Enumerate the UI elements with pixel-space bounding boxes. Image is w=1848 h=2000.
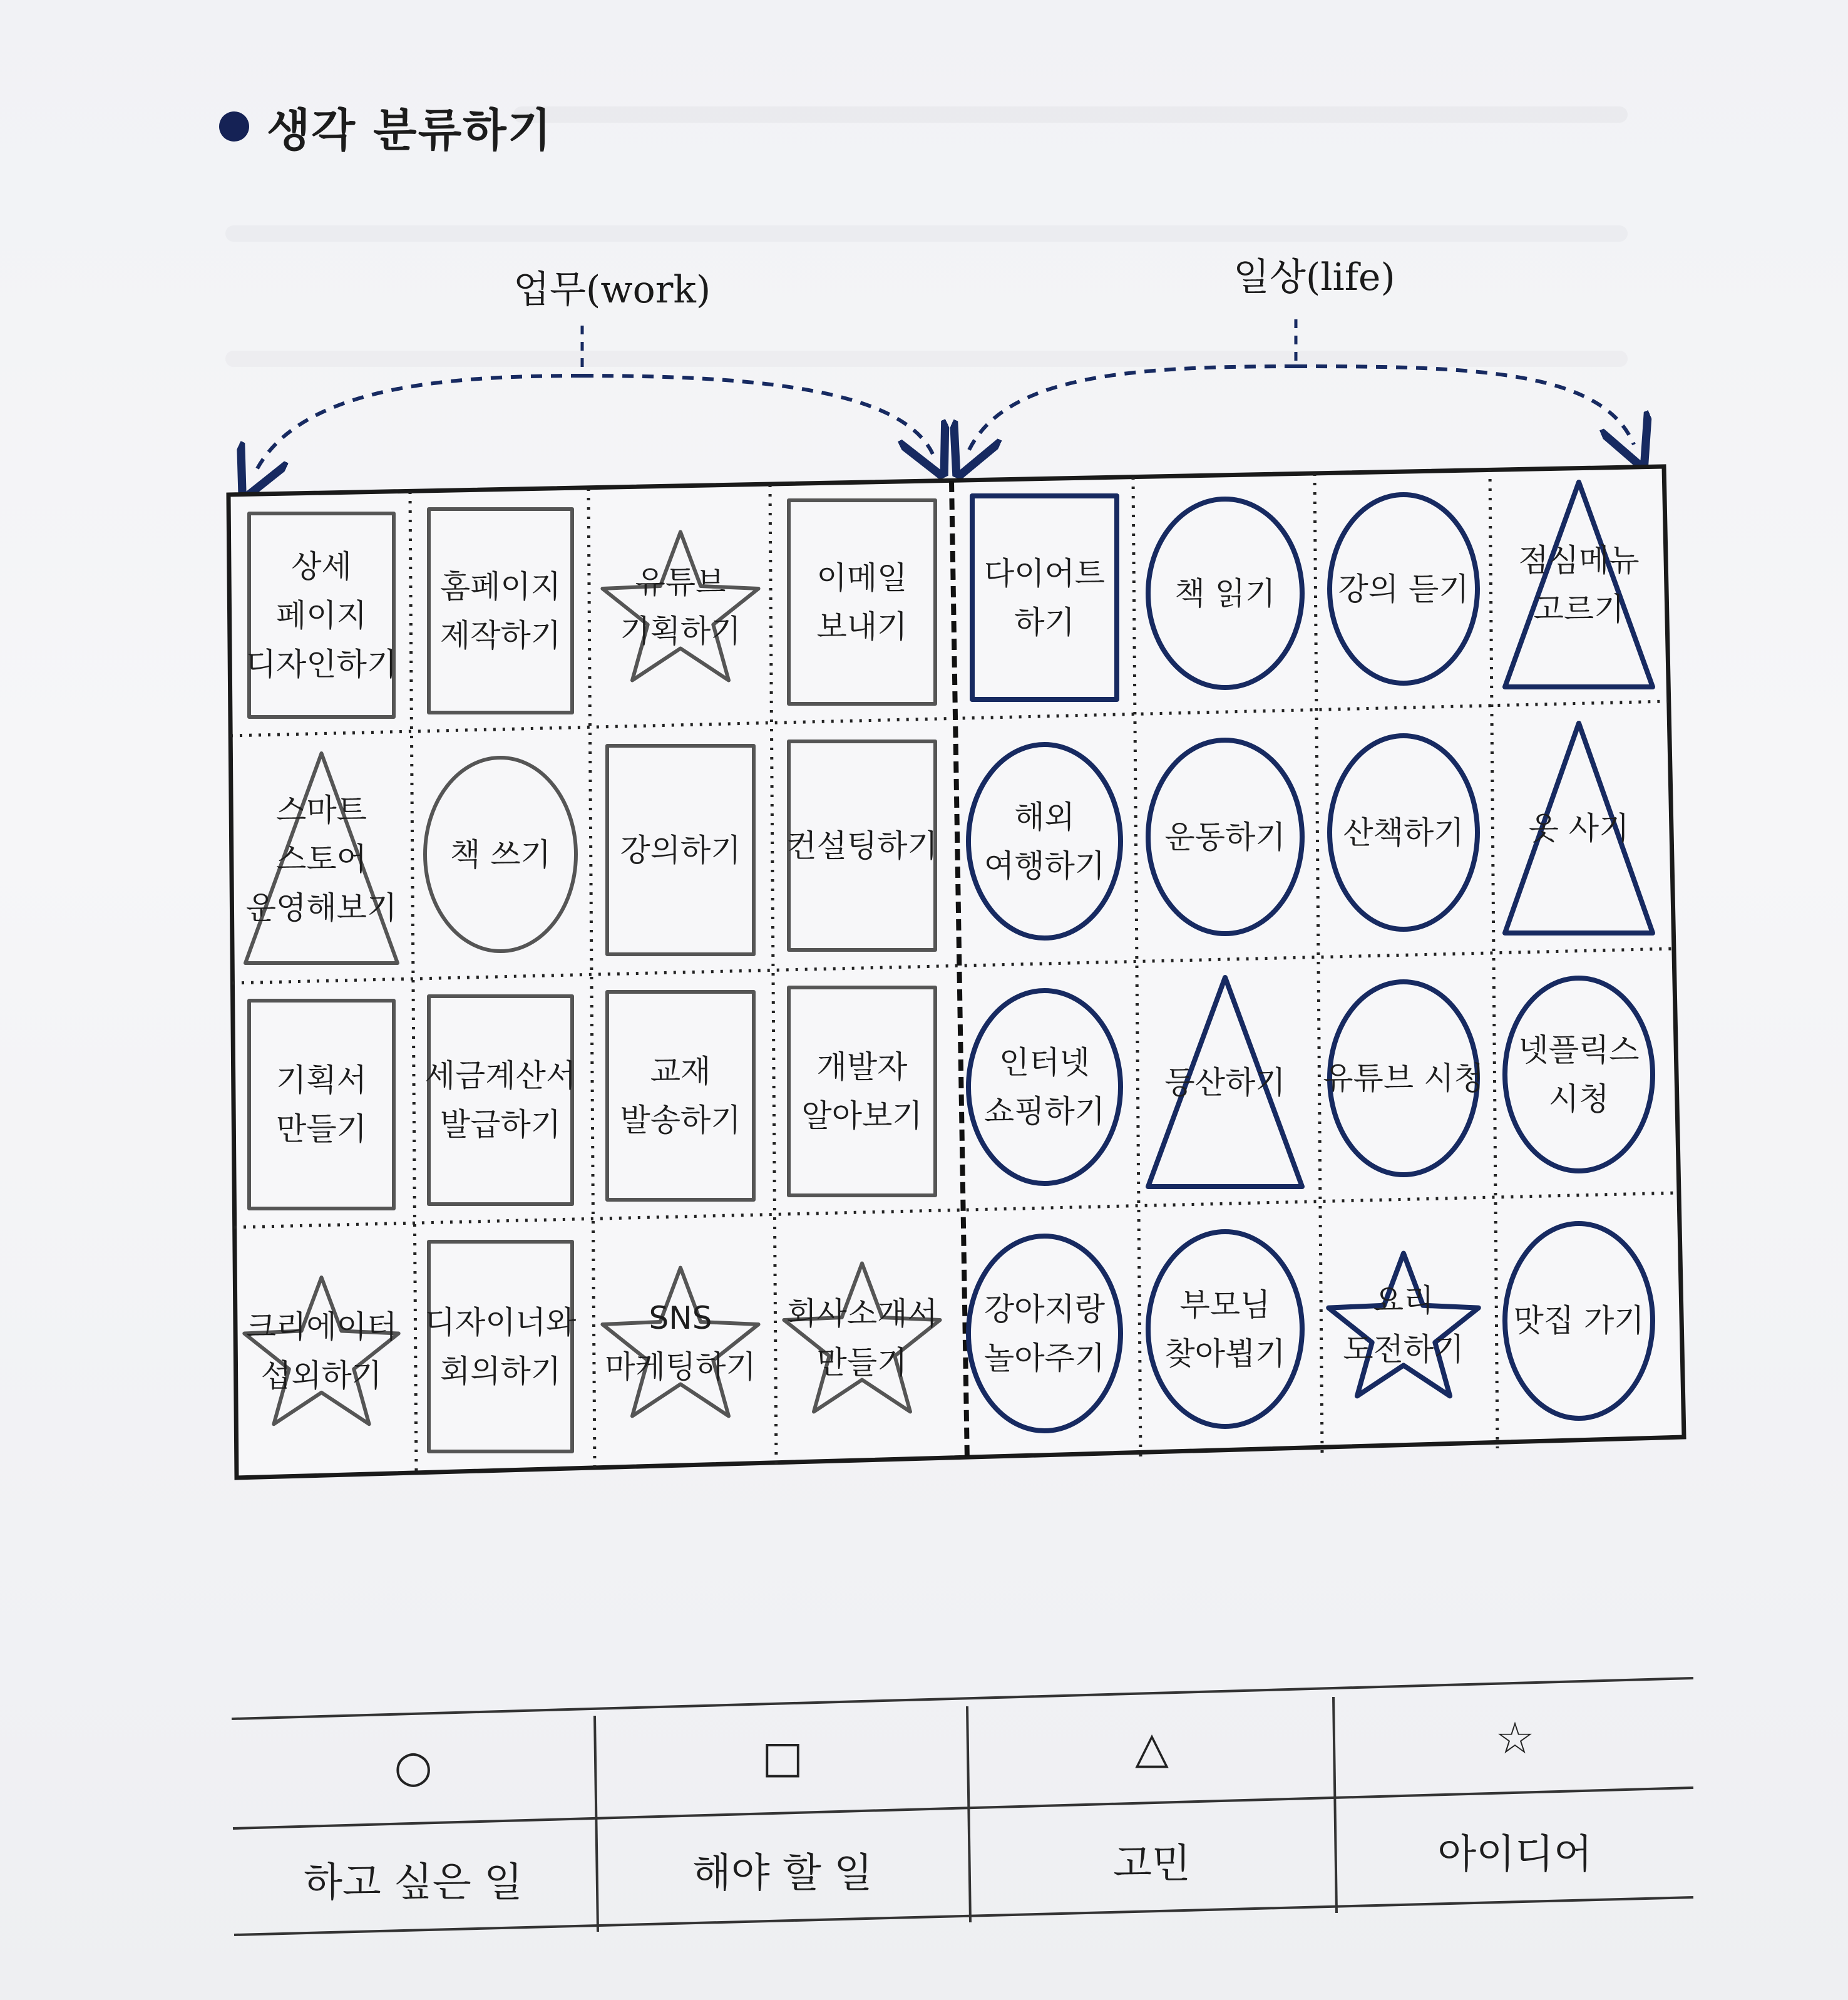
life_cells-cell-circle: [1491, 952, 1666, 1197]
work_cells-cell-square: [771, 723, 953, 969]
work-bracket-left-arrow: [254, 376, 582, 476]
legend-label: 해야 할 일: [692, 1850, 873, 1897]
cell-label: 강의 듣기: [1338, 570, 1469, 607]
work_cells-cell-square: [232, 495, 411, 736]
legend-label: 아이디어: [1437, 1832, 1593, 1878]
life_cells-cell-circle: [955, 718, 1134, 964]
cell-label: 책 읽기: [1174, 575, 1276, 612]
cell-label: 점심메뉴 고르기: [1518, 542, 1640, 628]
life_cells-cell-circle: [1134, 1205, 1316, 1453]
cell-label: 운동하기: [1164, 818, 1286, 855]
work_cells-cell-square: [590, 727, 771, 973]
life_cells-cell-circle: [1316, 956, 1491, 1201]
work_cells-cell-square: [411, 490, 590, 731]
life_cells-cell-circle: [1134, 714, 1316, 960]
cell-label: 해외 여행하기: [983, 798, 1106, 884]
work_cells-cell-star: [771, 1214, 953, 1461]
life_cells-cell-circle: [1491, 1197, 1666, 1445]
life_cells-cell-circle: [955, 964, 1134, 1210]
life_cells-cell-square: [955, 477, 1134, 718]
cell-label: 산책하기: [1343, 814, 1464, 851]
life_cells-cell-circle: [1134, 473, 1316, 714]
cell-label: 등산하기: [1164, 1064, 1286, 1101]
cell-label: 유튜브 기획하기: [620, 564, 741, 649]
group-label-life: 일상(life): [1233, 255, 1395, 299]
work-bracket-right-arrow: [582, 376, 933, 454]
cell-label: 교재 발송하기: [620, 1053, 741, 1139]
group-label-work: 업무(work): [513, 268, 711, 312]
life_cells-cell-circle: [955, 1210, 1134, 1457]
cell-label: 이메일 보내기: [816, 559, 908, 645]
cell-label: 홈페이지 제작하기: [439, 568, 562, 654]
legend-circle-icon: ○: [394, 1741, 433, 1792]
cell-label: 기획서 만들기: [276, 1062, 367, 1147]
cell-label: 옷 사기: [1528, 810, 1630, 847]
cell-label: 스마트 스토어 운영해보기: [245, 791, 398, 926]
work_cells-cell-square: [232, 982, 411, 1227]
work_cells-cell-square: [771, 482, 953, 723]
legend-triangle-icon: △: [1135, 1722, 1169, 1773]
cell-label: 세금계산서 발급하기: [424, 1058, 577, 1143]
cell-label: 인터넷 쇼핑하기: [983, 1044, 1106, 1130]
cell-label: 책 쓰기: [450, 836, 551, 873]
cell-label: 강아지랑 놀아주기: [983, 1291, 1106, 1376]
cell-label: 맛집 가기: [1513, 1302, 1645, 1339]
cell-label: 요리 도전하기: [1343, 1282, 1464, 1368]
life_cells-cell-triangle: [1491, 465, 1666, 706]
work_cells-cell-star: [590, 1219, 771, 1466]
work_cells-cell-square: [590, 973, 771, 1219]
cell-label: 강의하기: [620, 832, 741, 869]
work_cells-cell-square: [771, 969, 953, 1214]
cell-label: 디자이너와 회의하기: [424, 1304, 577, 1389]
cell-label: 넷플릭스 시청: [1518, 1031, 1640, 1117]
cell-label: 상세 페이지 디자인하기: [245, 548, 398, 683]
legend-star-icon: ☆: [1495, 1713, 1535, 1764]
life-bracket-right-arrow: [1296, 366, 1634, 445]
life_cells-cell-triangle: [1134, 960, 1316, 1205]
cell-label: 개발자 알아보기: [801, 1049, 923, 1135]
cell-label: 회사소개서 만들기: [786, 1295, 938, 1381]
legend-label: 고민: [1113, 1841, 1191, 1887]
life_cells-cell-circle: [1316, 468, 1491, 709]
work_cells-cell-circle: [411, 731, 590, 977]
cell-label: 유튜브 시청: [1323, 1060, 1484, 1097]
cell-label: SNS 마케팅하기: [605, 1299, 756, 1385]
cell-label: 컨설팅하기: [786, 827, 938, 864]
life_cells-cell-circle: [1316, 709, 1491, 956]
work_cells-cell-square: [411, 977, 590, 1223]
cell-label: 다이어트 하기: [983, 555, 1106, 641]
cell-label: 부모님 찾아뵙기: [1164, 1286, 1286, 1372]
work_cells-cell-triangle: [232, 736, 411, 982]
life-bracket-left-arrow: [967, 366, 1296, 454]
life_cells-cell-triangle: [1491, 706, 1666, 952]
life_cells-cell-star: [1316, 1201, 1491, 1448]
work_cells-cell-square: [411, 1223, 590, 1470]
work_cells-cell-star: [590, 486, 771, 727]
legend-label: 하고 싶은 일: [304, 1860, 523, 1906]
section-title-text: 생각 분류하기: [267, 104, 553, 157]
cell-label: 크리에이터 섭외하기: [245, 1308, 398, 1394]
legend-square-icon: □: [761, 1731, 804, 1783]
work_cells-cell-star: [232, 1227, 411, 1475]
